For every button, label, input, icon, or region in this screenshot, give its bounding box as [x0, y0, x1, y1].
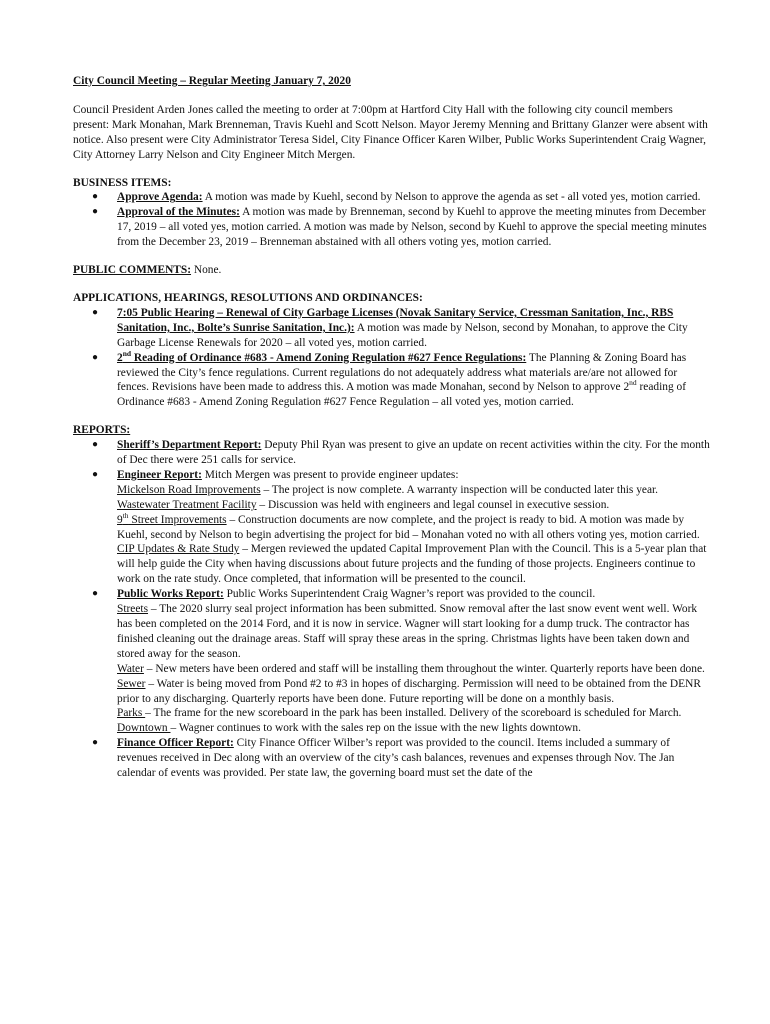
bullet-icon: ● — [92, 588, 99, 600]
item-label: Sheriff’s Department Report: — [117, 439, 262, 452]
item-text: City Finance Officer Wilber’s report was provided to the council. Items included a summary of revenues received in Dec along with an overview of the city’s cash balances, revenues and expenses through Nov. The Jan calendar of events was provided. Per state law, the governing board must set the date of the — [117, 737, 675, 780]
sub-item: Water – New meters have been ordered and staff will be installing them throughout the winter. Quarterly reports have been done. — [117, 662, 705, 675]
bullet-icon: ● — [92, 439, 99, 451]
item-text: A motion was made by Kuehl, second by Nelson to approve the agenda as set - all voted yes, motion carried. — [202, 191, 701, 204]
sub-item: Wastewater Treatment Facility – Discussion was held with engineers and legal counsel in executive session. — [117, 498, 610, 511]
sub-item: Sewer – Water is being moved from Pond #2 to #3 in hopes of discharging. Permission will need to be obtained from the DENR prior to any discharging. Quarterly reports have been done. Future reporting will be done on a monthly basis. — [117, 677, 701, 705]
list-item — [73, 190, 710, 205]
sub-item: CIP Updates & Rate Study – Mergen reviewed the updated Capital Improvement Plan with the Council. This is a 5-year plan that will help guide the City when having discussions about future projects and the funding of those projects. Engineers continue to work on the rate study. Once completed, that information will be presented to the council. — [117, 543, 707, 586]
bullet-icon: ● — [92, 737, 99, 749]
business-items-heading: BUSINESS ITEMS: — [73, 176, 172, 189]
intro-paragraph: Council President Arden Jones called the meeting to order at 7:00pm at Hartford City Hall with the following city council members present: Mark Monahan, Mark Brenneman, Travis Kuehl and Scott Nelson. Mayor Jeremy Menning and Brittany Glanzer were absent with notice. Also present were City Administrator Teresa Sidel, City Finance Officer Karen Wilber, Public Works Superintendent Craig Wagner, City Attorney Larry Nelson and City Engineer Mitch Mergen. — [73, 103, 708, 161]
item-text: Public Works Superintendent Craig Wagner’s report was provided to the council. — [223, 588, 596, 601]
list-item-public-works — [73, 587, 710, 736]
business-items-section — [73, 176, 710, 251]
list-item-finance — [73, 736, 710, 781]
item-label: 2nd Reading of Ordinance #683 - Amend Zoning Regulation #627 Fence Regulations: — [117, 348, 527, 364]
item-text: A motion was made by Brenneman, second by Kuehl to approve the meeting minutes from December 17, 2019 – all voted yes, motion carried. A motion was made by Nelson, second by Kuehl to approve the special meeting minutes from the December 23, 2019 – Brenneman abstained with all others voting yes, motion carried. — [117, 206, 707, 249]
item-text: Mitch Mergen was present to provide engineer updates: — [201, 468, 459, 481]
business-items-list — [73, 190, 710, 250]
item-label: 7:05 Public Hearing – Renewal of City Garbage Licenses (Novak Sanitary Service, Cressman Sanitation, Inc., RBS Sanitation, Inc., Bolte’s Sunrise Sanitation, Inc.): — [117, 306, 674, 334]
bullet-icon: ● — [92, 306, 99, 318]
applications-section — [73, 291, 710, 410]
list-item — [73, 348, 710, 411]
document-title: City Council Meeting – Regular Meeting January 7, 2020 — [73, 75, 351, 87]
bullet-icon: ● — [92, 191, 99, 203]
list-item-engineer — [73, 468, 710, 587]
applications-list — [73, 306, 710, 410]
applications-heading: APPLICATIONS, HEARINGS, RESOLUTIONS AND ORDINANCES: — [73, 291, 423, 304]
sub-item: Mickelson Road Improvements – The project is now complete. A warranty inspection will be conducted later this year. — [117, 483, 659, 496]
item-text: A motion was made by Nelson, second by Monahan, to approve the City Garbage License Renewals for 2020 – all voted yes, motion carried. — [117, 321, 688, 349]
sub-item: Downtown – Wagner continues to work with the sales rep on the issue with the new lights downtown. — [117, 722, 581, 735]
bullet-icon: ● — [92, 206, 99, 218]
public-comments-heading: PUBLIC COMMENTS: — [73, 264, 192, 277]
item-label: Public Works Report: — [117, 588, 224, 601]
bullet-icon: ● — [92, 351, 99, 363]
list-item — [73, 205, 710, 250]
sub-item: Streets – The 2020 slurry seal project information has been submitted. Snow removal after the last snow event went well. Work has been completed on the 2014 Ford, and it is now in service. Wagner will start looking for a dump truck. The contractor has finished cleaning out the drainage areas. Staff will spray these areas in the spring. Christmas lights have been taken down and stored away for the season. — [117, 603, 698, 660]
reports-section — [73, 423, 710, 781]
item-label: Engineer Report: — [117, 468, 202, 481]
item-text: Deputy Phil Ryan was present to give an update on recent activities within the city. For the month of Dec there were 251 calls for service. — [117, 439, 710, 467]
reports-list — [73, 438, 710, 781]
public-comments-text: None. — [191, 264, 222, 277]
reports-heading: REPORTS: — [73, 424, 131, 437]
public-comments-section — [73, 263, 710, 278]
list-item-sheriff — [73, 438, 710, 468]
item-text: The Planning & Zoning Board has reviewed the City’s fence regulations. Current regulations do not adequately address what materials are/are not allowed for fences. Revisions have been made to address this. A motion was made Monahan, second by Nelson to approve 2nd reading of Ordinance #683 - Amend Zoning Regulation #627 Fence Regulation – all voted yes, motion carried. — [117, 351, 687, 409]
item-label: Approval of the Minutes: — [117, 206, 240, 219]
item-label: Approve Agenda: — [117, 191, 203, 204]
sub-item: 9th Street Improvements – Construction documents are now complete, and the project is ready to bid. A motion was made by Kuehl, second by Nelson to begin advertising the project for bid – Monahan voted no with all others voting yes, motion carried. — [117, 510, 700, 541]
sub-item: Parks – The frame for the new scoreboard in the park has been installed. Delivery of the scoreboard is scheduled for March. — [117, 707, 682, 720]
item-label: Finance Officer Report: — [117, 737, 234, 750]
list-item — [73, 306, 710, 351]
bullet-icon: ● — [92, 468, 99, 480]
